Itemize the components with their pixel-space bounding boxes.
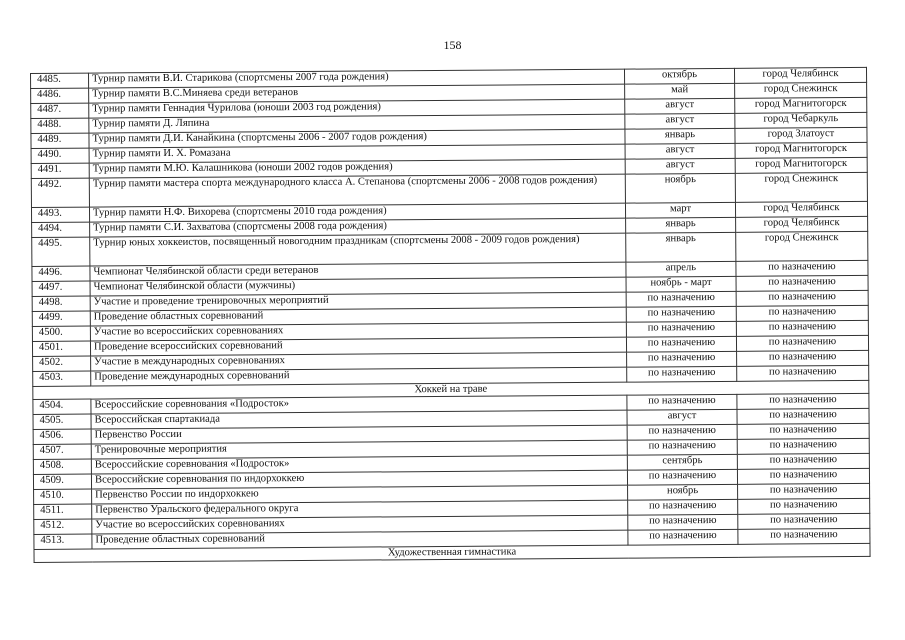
event-month: по назначению bbox=[626, 321, 736, 337]
event-place: город Магнитогорск bbox=[735, 97, 867, 113]
row-number: 4490. bbox=[31, 148, 89, 163]
row-number: 4503. bbox=[33, 371, 91, 386]
event-month: апрель bbox=[626, 261, 736, 277]
row-number: 4486. bbox=[31, 88, 89, 103]
event-name: Всероссийские соревнования по индорхоккею bbox=[91, 470, 627, 489]
event-place: по назначению bbox=[737, 438, 869, 454]
event-name: Турнир памяти С.И. Захватова (спортсмены 2008 года рождения) bbox=[90, 218, 626, 237]
row-number: 4492. bbox=[31, 178, 89, 207]
event-month: август bbox=[625, 113, 735, 129]
event-name: Турнир памяти М.Ю. Калашникова (юноши 2002 годов рождения) bbox=[89, 159, 625, 178]
row-number: 4500. bbox=[32, 326, 90, 341]
event-month: январь bbox=[626, 232, 736, 262]
event-name: Турнир памяти Н.Ф. Вихорева (спортсмены 2010 года рождения) bbox=[89, 203, 625, 222]
events-part-1 bbox=[31, 67, 869, 386]
event-month: по назначению bbox=[628, 529, 738, 545]
row-number: 4510. bbox=[34, 489, 92, 504]
row-number: 4498. bbox=[32, 296, 90, 311]
events-table bbox=[30, 67, 871, 563]
event-place: по назначению bbox=[736, 335, 868, 351]
event-place: город Снежинск bbox=[735, 172, 867, 202]
event-month: по назначению bbox=[626, 306, 736, 322]
section-title: Хоккей на траве bbox=[33, 380, 869, 399]
events-part-2 bbox=[33, 393, 870, 549]
event-name: Турнир памяти Д. Ляпина bbox=[89, 114, 625, 133]
event-place: город Златоуст bbox=[735, 127, 867, 143]
event-place: город Магнитогорск bbox=[735, 157, 867, 173]
row-number: 4506. bbox=[33, 429, 91, 444]
event-name: Проведение областных соревнований bbox=[92, 530, 628, 549]
event-name: Турнир памяти В.И. Старикова (спортсмены 2007 года рождения) bbox=[89, 69, 625, 88]
event-name: Турнир памяти Геннадия Чурилова (юноши 2003 год рождения) bbox=[89, 99, 625, 118]
event-month: по назначению bbox=[628, 499, 738, 515]
event-month: по назначению bbox=[627, 366, 737, 382]
event-place: город Снежинск bbox=[735, 82, 867, 98]
event-place: город Челябинск bbox=[734, 67, 866, 83]
row-number: 4511. bbox=[34, 504, 92, 519]
event-name: Турнир памяти В.С.Миняева среди ветеранов bbox=[89, 84, 625, 103]
section-title: Художественная гимнастика bbox=[34, 543, 870, 562]
event-place: по назначению bbox=[737, 350, 869, 366]
row-number: 4509. bbox=[33, 474, 91, 489]
row-number: 4487. bbox=[31, 103, 89, 118]
event-place: по назначению bbox=[737, 468, 869, 484]
row-number: 4508. bbox=[33, 459, 91, 474]
schedule-sheet bbox=[30, 67, 870, 563]
event-name: Участие в международных соревнованиях bbox=[91, 352, 627, 371]
event-place: по назначению bbox=[737, 423, 869, 439]
event-place: по назначению bbox=[737, 393, 869, 409]
row-number: 4491. bbox=[31, 163, 89, 178]
event-month: ноябрь - март bbox=[626, 276, 736, 292]
row-number: 4488. bbox=[31, 118, 89, 133]
event-name: Всероссийские соревнования «Подросток» bbox=[91, 455, 627, 474]
event-month: август bbox=[625, 158, 735, 174]
event-month: по назначению bbox=[628, 514, 738, 530]
event-month: октябрь bbox=[624, 68, 734, 84]
event-place: по назначению bbox=[736, 260, 868, 276]
row-number: 4493. bbox=[31, 207, 89, 222]
event-name: Турнир памяти Д.И. Канайкина (спортсмены 2006 - 2007 годов рождения) bbox=[89, 129, 625, 148]
row-number: 4501. bbox=[32, 341, 90, 356]
event-month: январь bbox=[626, 217, 736, 233]
event-place: город Снежинск bbox=[736, 231, 868, 261]
event-month: ноябрь bbox=[625, 173, 735, 203]
row-number: 4485. bbox=[31, 73, 89, 88]
row-number: 4499. bbox=[32, 311, 90, 326]
row-number: 4495. bbox=[32, 237, 90, 266]
event-month: ноябрь bbox=[628, 484, 738, 500]
event-name: Турнир памяти И. Х. Ромазана bbox=[89, 144, 625, 163]
row-number: 4502. bbox=[33, 356, 91, 371]
event-place: по назначению bbox=[737, 453, 869, 469]
event-month: январь bbox=[625, 128, 735, 144]
event-name: Проведение всероссийских соревнований bbox=[90, 337, 626, 356]
event-month: по назначению bbox=[626, 291, 736, 307]
row-number: 4497. bbox=[32, 281, 90, 296]
event-place: по назначению bbox=[738, 513, 870, 529]
event-month: март bbox=[625, 202, 735, 218]
event-name: Проведение областных соревнований bbox=[90, 307, 626, 326]
row-number: 4489. bbox=[31, 133, 89, 148]
event-place: по назначению bbox=[738, 483, 870, 499]
event-place: город Челябинск bbox=[735, 201, 867, 217]
event-place: по назначению bbox=[736, 320, 868, 336]
event-name: Участие и проведение тренировочных мероприятий bbox=[90, 292, 626, 311]
event-month: по назначению bbox=[627, 394, 737, 410]
event-month: по назначению bbox=[627, 424, 737, 440]
event-name: Турнир юных хоккеистов, посвященный новогодним праздникам (спортсмены 2008 - 2009 годов рождения) bbox=[90, 233, 626, 266]
event-name: Чемпионат Челябинской области (мужчины) bbox=[90, 277, 626, 296]
event-month: август bbox=[625, 143, 735, 159]
event-place: по назначению bbox=[738, 528, 870, 544]
event-place: по назначению bbox=[738, 498, 870, 514]
row-number: 4507. bbox=[33, 444, 91, 459]
row-number: 4512. bbox=[34, 519, 92, 534]
event-place: город Челябинск bbox=[736, 216, 868, 232]
row-number: 4504. bbox=[33, 399, 91, 414]
row-number: 4494. bbox=[32, 222, 90, 237]
event-place: по назначению bbox=[737, 408, 869, 424]
event-place: по назначению bbox=[736, 290, 868, 306]
page-number: 158 bbox=[443, 38, 462, 52]
event-name: Чемпионат Челябинской области среди ветеранов bbox=[90, 262, 626, 281]
event-name: Первенство России по индорхоккею bbox=[92, 485, 628, 504]
event-month: сентябрь bbox=[627, 454, 737, 470]
row-number: 4505. bbox=[33, 414, 91, 429]
event-name: Проведение международных соревнований bbox=[91, 367, 627, 386]
event-month: по назначению bbox=[627, 439, 737, 455]
event-place: по назначению bbox=[736, 305, 868, 321]
event-place: по назначению bbox=[736, 275, 868, 291]
event-name: Первенство России bbox=[91, 425, 627, 444]
row-number: 4496. bbox=[32, 266, 90, 281]
event-month: по назначению bbox=[626, 336, 736, 352]
event-name: Участие во всероссийских соревнованиях bbox=[92, 515, 628, 534]
event-month: по назначению bbox=[627, 351, 737, 367]
event-month: по назначению bbox=[627, 469, 737, 485]
event-name: Всероссийская спартакиада bbox=[91, 410, 627, 429]
event-month: август bbox=[625, 98, 735, 114]
event-name: Турнир памяти мастера спорта международного класса А. Степанова (спортсмены 2006 - 2008 годов рождения) bbox=[89, 174, 625, 207]
event-name: Всероссийские соревнования «Подросток» bbox=[91, 395, 627, 414]
row-number: 4513. bbox=[34, 534, 92, 549]
event-place: город Магнитогорск bbox=[735, 142, 867, 158]
event-place: город Чебаркуль bbox=[735, 112, 867, 128]
event-name: Первенство Уральского федерального округа bbox=[92, 500, 628, 519]
event-name: Участие во всероссийских соревнованиях bbox=[90, 322, 626, 341]
event-place: по назначению bbox=[737, 365, 869, 381]
event-month: май bbox=[625, 83, 735, 99]
event-month: август bbox=[627, 409, 737, 425]
event-name: Тренировочные мероприятия bbox=[91, 440, 627, 459]
